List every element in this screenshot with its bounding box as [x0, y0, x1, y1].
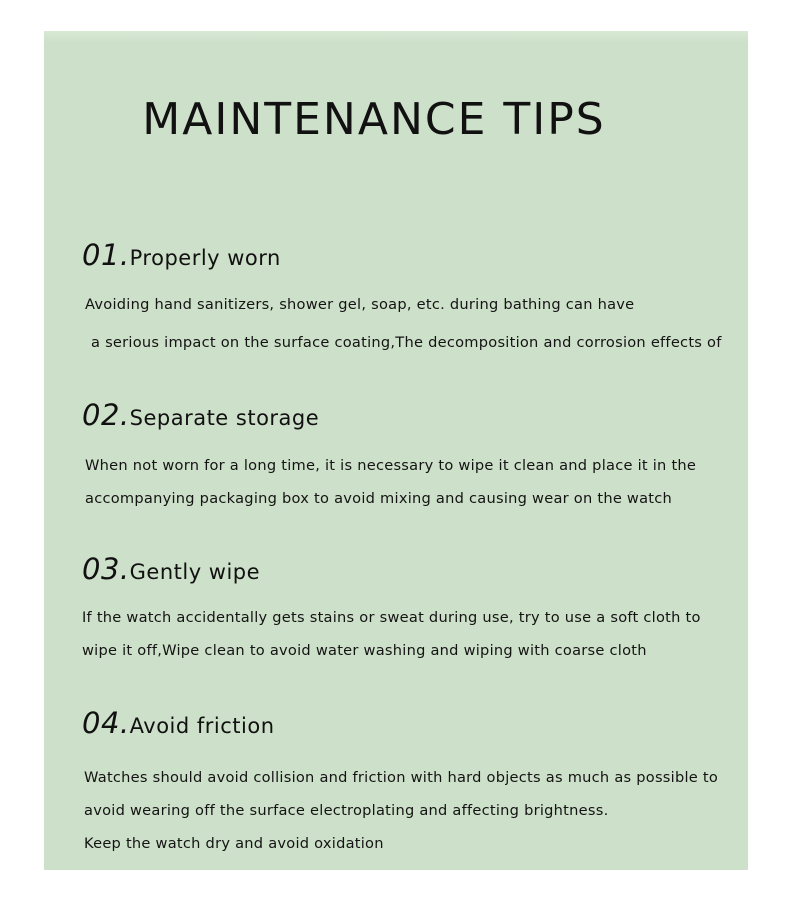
- tip-title: Avoid friction: [129, 714, 275, 738]
- tip-text-line: Watches should avoid collision and friction with hard objects as much as possible to: [84, 769, 719, 786]
- tip-number: 01.: [82, 238, 130, 272]
- tip-title: Gently wipe: [129, 560, 261, 584]
- tip-heading: [82, 398, 319, 437]
- tip-text-line: When not worn for a long time, it is necessary to wipe it clean and place it in the: [85, 457, 697, 474]
- tip-number: 02.: [82, 398, 130, 432]
- tip-heading: [82, 706, 275, 745]
- tip-text-line: avoid wearing off the surface electroplating and affecting brightness.: [84, 802, 609, 819]
- tip-text-line: Keep the watch dry and avoid oxidation: [84, 835, 384, 852]
- tip-title: Properly worn: [129, 246, 281, 270]
- tip-text-line: a serious impact on the surface coating,The decomposition and corrosion effects of: [91, 334, 722, 351]
- tip-heading: [82, 238, 281, 277]
- tip-text-line: accompanying packaging box to avoid mixing and causing wear on the watch: [85, 490, 673, 507]
- tip-text-line: wipe it off,Wipe clean to avoid water washing and wiping with coarse cloth: [82, 642, 647, 659]
- tip-text-line: If the watch accidentally gets stains or sweat during use, try to use a soft cloth to: [82, 609, 701, 626]
- tip-heading: [82, 552, 260, 591]
- page-title: MAINTENANCE TIPS: [142, 94, 606, 145]
- tip-number: 04.: [82, 706, 130, 740]
- tip-number: 03.: [82, 552, 130, 586]
- tip-title: Separate storage: [129, 406, 320, 430]
- tips-panel: [44, 31, 748, 870]
- tip-text-line: Avoiding hand sanitizers, shower gel, soap, etc. during bathing can have: [85, 296, 635, 313]
